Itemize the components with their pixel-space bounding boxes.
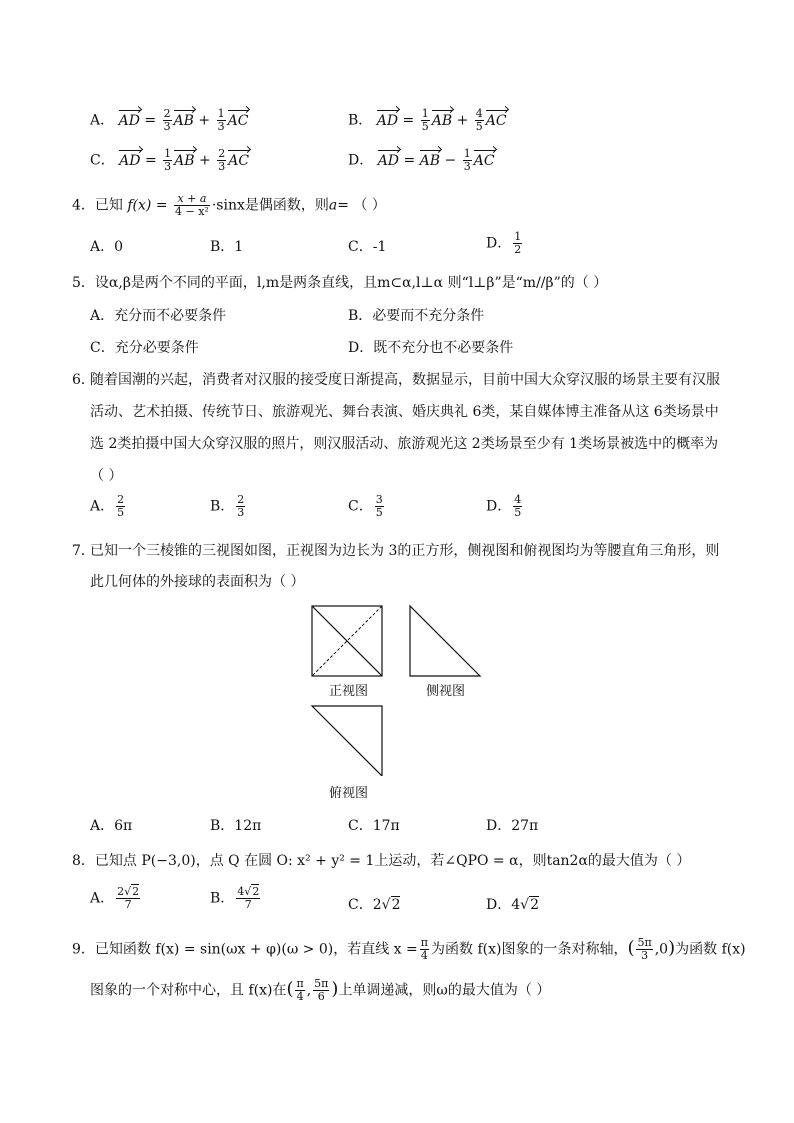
q9-line-1: 9．已知函数 f(x) = sin(ωx + φ)(ω > 0)，若直线 x = $\frac{\pi}{4}$ 为函数 f(x)图象的一条对称轴，( $\frac{5\pi}{3}$ ,0)为函数 f(x)	[72, 936, 746, 962]
q5-stem: 5．设α,β是两个不同的平面，l,m是两条直线，且m⊂α,l⊥α 则“l⊥β”是“m//β”的（ ）	[72, 275, 608, 291]
top-view-caption: 俯视图	[329, 786, 369, 801]
q7-line-2: 此几何体的外接球的表面积为（ ）	[90, 574, 305, 590]
q6-option-a: A． $\frac{2}{5}$	[90, 493, 125, 519]
q4-stem: 4．已知 f(x) = $\frac{x + a}{\text{4 − x²}}$ ·sinx是偶函数，则a= （ ）	[72, 192, 386, 218]
q6-line-4: （ ）	[90, 468, 123, 484]
q7-option-b: B．12π	[210, 818, 262, 834]
q3-option-c: C． AD = $\frac{1}{3}$ AB + $\frac{2}{3}$ AC	[90, 147, 250, 173]
side-view-caption: 侧视图	[426, 684, 466, 699]
q7-option-a: A．6π	[90, 818, 133, 834]
q4-option-a: A．0	[90, 239, 124, 255]
q3-option-a: A． AD = $\frac{2}{3}$ AB + $\frac{1}{3}$ AC	[90, 107, 249, 133]
q6-line-1: 随着国潮的兴起，消费者对汉服的接受度日渐提高，数据显示，目前中国大众穿汉服的场景主要有汉服	[90, 372, 720, 388]
front-view	[312, 606, 382, 676]
q8-option-c: C．2√2	[348, 897, 401, 913]
q6-option-d: D． $\frac{4}{5}$	[486, 493, 522, 519]
q7-number: 7．	[72, 543, 95, 559]
q3-option-d: D． AD = AB − $\frac{1}{3}$ AC	[348, 147, 495, 173]
q6-line-2: 活动、艺术拍摄、传统节日、旅游观光、舞台表演、婚庆典礼 6类，某自媒体博主准备从这 6类场景中	[90, 404, 719, 420]
q6-line-3: 选 2类拍摄中国大众穿汉服的照片，则汉服活动、旅游观光这 2类场景至少有 1类场景被选中的概率为	[90, 436, 719, 452]
q7-option-d: D．27π	[486, 818, 539, 834]
q8-option-a: A． $\frac{2√2}{7}$	[90, 885, 140, 911]
q8-option-b: B． $\frac{4√2}{7}$	[210, 885, 260, 911]
q7-option-c: C．17π	[348, 818, 400, 834]
q4-option-c: C．-1	[348, 239, 387, 255]
q8-option-d: D．4√2	[486, 897, 539, 913]
q5-option-b: B．必要而不充分条件	[348, 308, 485, 324]
q7-line-1: 已知一个三棱锥的三视图如图，正视图为边长为 3的正方形，侧视图和俯视图均为等腰直角三角形，则	[90, 543, 720, 559]
top-view	[312, 706, 382, 776]
side-view	[410, 606, 480, 676]
q9-line-2: 图象的一个对称中心，且 f(x)在( $\frac{\pi}{4}$ , $\frac{5\pi}{6}$ )上单调递减，则ω的最大值为（ ）	[90, 977, 551, 1003]
q3-option-b: B． AD = $\frac{1}{5}$ AB + $\frac{4}{5}$ AC	[348, 107, 507, 133]
q4-option-b: B．1	[210, 239, 244, 255]
q4-option-d: D． $\frac{1}{2}$	[486, 230, 522, 256]
q8-stem: 8．已知点 P(−3,0)，点 Q 在圆 O: x² + y² = 1上运动，若∠QPO = α，则tan2α的最大值为（ ）	[72, 853, 691, 869]
q5-option-d: D．既不充分也不必要条件	[348, 340, 514, 356]
q5-option-c: C．充分必要条件	[90, 340, 199, 356]
q5-option-a: A．充分而不必要条件	[90, 308, 227, 324]
q6-option-b: B． $\frac{2}{3}$	[210, 493, 245, 519]
q6-option-c: C． $\frac{3}{5}$	[348, 493, 383, 519]
q6-number: 6．	[72, 372, 95, 388]
front-view-caption: 正视图	[329, 684, 369, 699]
